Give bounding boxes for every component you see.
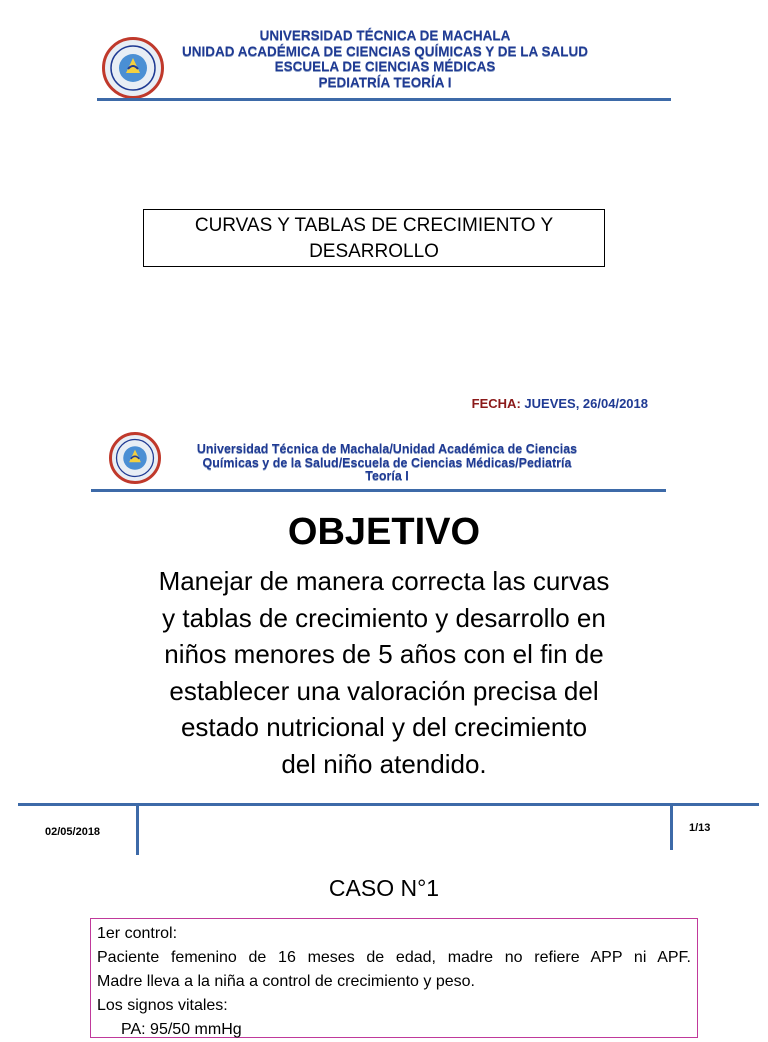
institution-header-compact: [172, 443, 602, 484]
case-line: Paciente femenino de 16 meses de edad, madre no refiere APP ni APF.: [97, 949, 691, 966]
university-seal-icon: [102, 37, 164, 99]
case-line: PA: 95/50 mmHg: [121, 1021, 242, 1038]
objective-line: establecer una valoración precisa del: [169, 675, 599, 706]
header2-line-2: Químicas y de la Salud/Escuela de Ciencias Médicas/Pediatría: [202, 455, 572, 470]
page-number: 1/13: [689, 822, 711, 834]
date-line: [420, 396, 648, 411]
case-heading: CASO N°1: [328, 875, 440, 901]
header-line-school: ESCUELA DE CIENCIAS MÉDICAS: [274, 59, 496, 74]
footer-date: 02/05/2018: [45, 826, 101, 838]
case-box: [90, 918, 698, 1038]
header2-line-1: Universidad Técnica de Machala/Unidad Académica de Ciencias: [196, 442, 578, 456]
header-line-university: UNIVERSIDAD TÉCNICA DE MACHALA: [259, 28, 511, 43]
date-label: FECHA:: [471, 396, 521, 411]
university-seal-icon: [109, 432, 161, 484]
case-line: Los signos vitales:: [97, 997, 228, 1014]
title-line-1: CURVAS Y TABLAS DE CRECIMIENTO Y: [194, 215, 554, 236]
header-line-course: PEDIATRÍA TEORÍA I: [318, 74, 452, 90]
objective-line: niños menores de 5 años con el fin de: [164, 639, 604, 669]
date-value: JUEVES, 26/04/2018: [524, 396, 648, 411]
case-line: Madre lleva a la niña a control de crecimiento y peso.: [97, 973, 475, 990]
header2-divider: [91, 489, 666, 492]
footer-divider: [18, 803, 759, 806]
objective-line: Manejar de manera correcta las curvas: [158, 566, 610, 596]
objective-line: estado nutricional y del crecimiento: [180, 712, 588, 742]
case-line: 1er control:: [97, 925, 178, 942]
objective-line: y tablas de crecimiento y desarrollo en: [162, 602, 606, 633]
objective-line: del niño atendido.: [281, 748, 487, 779]
header2-line-3: Teoría I: [365, 469, 409, 483]
footer-separator-right: [670, 806, 673, 850]
title-line-2: DESARROLLO: [309, 241, 439, 262]
footer-separator-left: [136, 806, 139, 855]
institution-header: [170, 28, 600, 90]
header-line-unit: UNIDAD ACADÉMICA DE CIENCIAS QUÍMICAS Y DE LA SALUD: [181, 43, 589, 59]
objective-heading: OBJETIVO: [287, 511, 481, 553]
title-box: [143, 209, 605, 267]
header-divider: [97, 98, 671, 101]
objective-text: [90, 563, 678, 782]
